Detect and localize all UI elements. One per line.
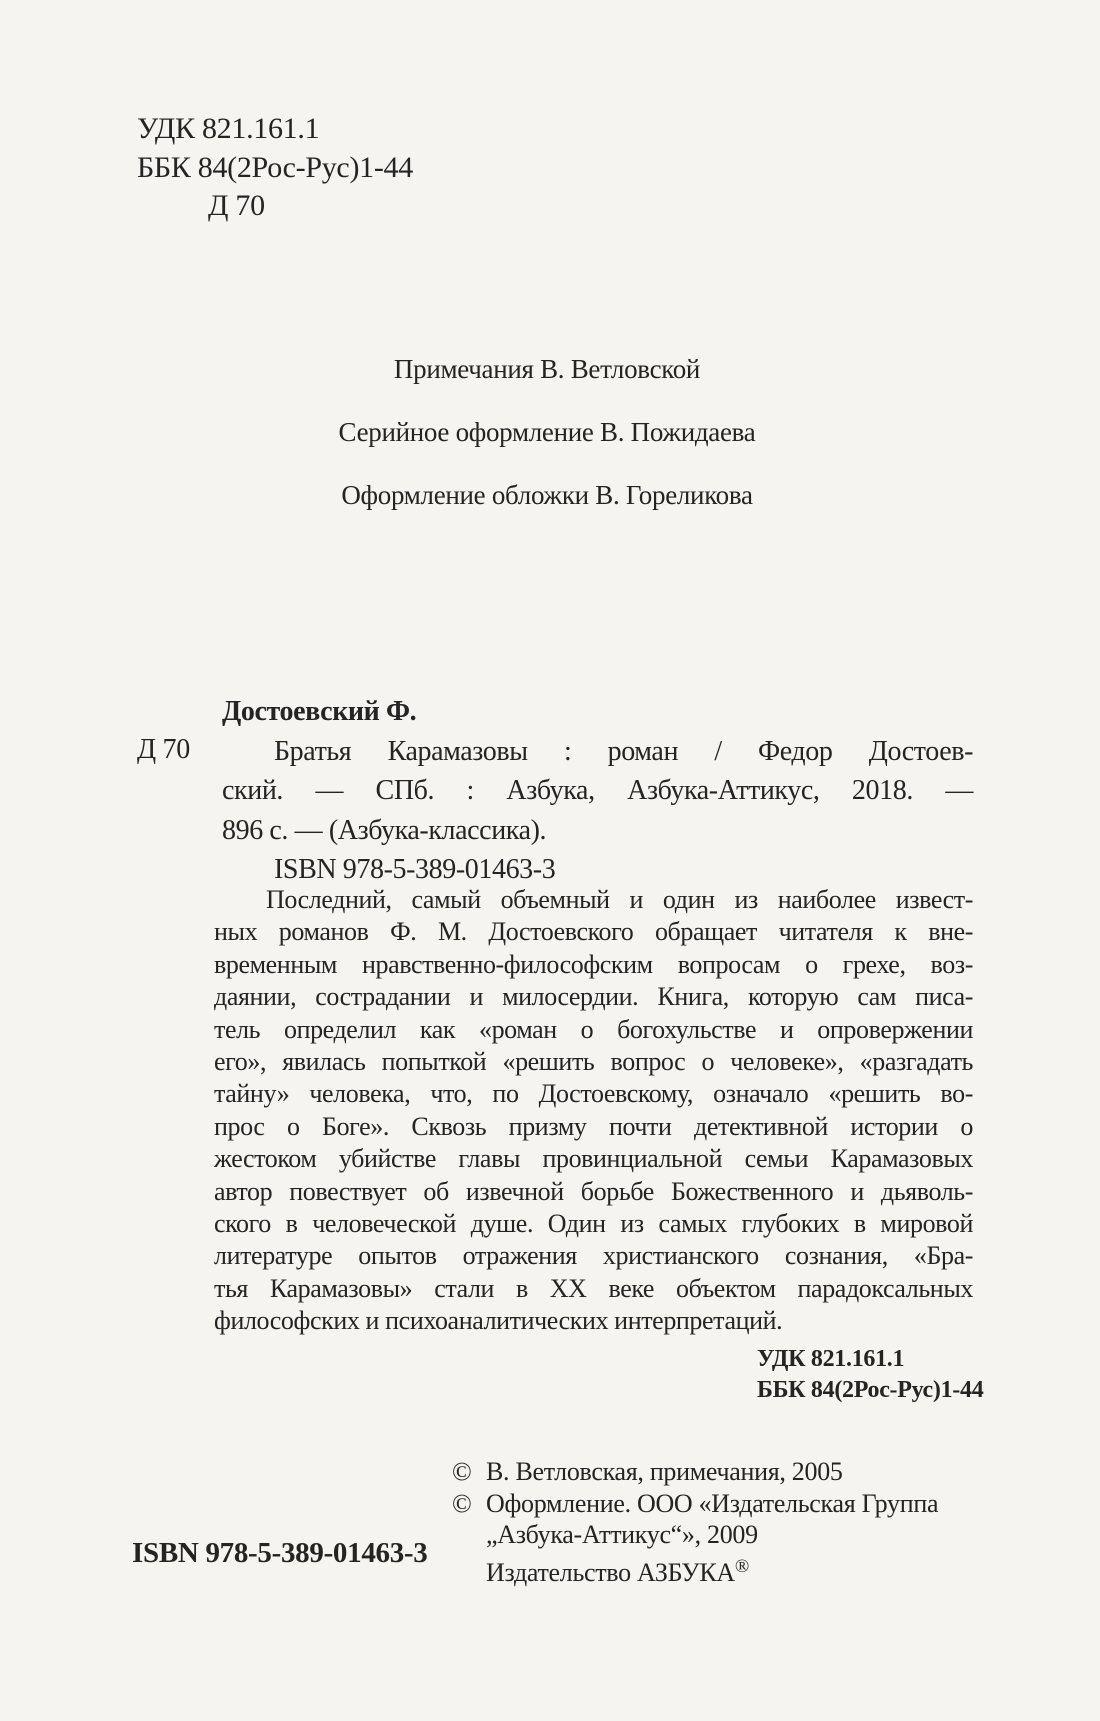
bottom-codes-block bbox=[757, 1344, 983, 1405]
annotation-line: тель определил как «роман о богохульстве и опровержении bbox=[214, 1014, 973, 1044]
bottom-isbn: ISBN 978-5-389-01463-3 bbox=[132, 1537, 428, 1569]
annotation-line: его», явилась попыткой «решить вопрос о человеке», «разгадать bbox=[214, 1047, 973, 1077]
publisher-text: Издательство АЗБУКА bbox=[486, 1557, 735, 1587]
copyright-line bbox=[452, 1519, 972, 1551]
credit-series-design: Серийное оформление В. Пожидаева bbox=[338, 417, 756, 447]
annotation-line: Последний, самый объемный и один из наиболее извест- bbox=[266, 885, 973, 914]
annotation-line: жестоком убийстве главы провинциальной семьи Карамазовых bbox=[214, 1144, 973, 1174]
bbk-code: ББК 84(2Рос-Рус)1-44 bbox=[137, 150, 413, 184]
annotation-line: литературе опытов отражения христианского сознания, «Бра- bbox=[214, 1241, 973, 1271]
catalog-isbn: ISBN 978-5-389-01463-3 bbox=[274, 854, 556, 885]
catalog-line: 896 с. — (Азбука-классика). bbox=[222, 814, 547, 846]
credit-cover-design: Оформление обложки В. Гореликова bbox=[341, 480, 753, 510]
copyright-text: „Азбука-Аттикус“», 2009 bbox=[486, 1520, 758, 1549]
annotation-line: философских и психоаналитических интерпретаций. bbox=[214, 1306, 783, 1336]
copyright-block bbox=[452, 1456, 972, 1588]
annotation-line: ных романов Ф. М. Достоевского обращает читателя к вне- bbox=[214, 917, 973, 947]
credits-block bbox=[118, 338, 976, 527]
copyright-symbol: © bbox=[452, 1457, 472, 1486]
bbk-code-bottom: ББК 84(2Рос-Рус)1-44 bbox=[757, 1376, 984, 1403]
annotation-line: даянии, сострадании и милосердии. Книга, которую сам писа- bbox=[214, 982, 973, 1012]
top-codes-block bbox=[137, 110, 413, 226]
annotation-line: временным нравственно-философским вопросам о грехе, воз- bbox=[214, 949, 973, 979]
annotation-line: тья Карамазовы» стали в XX веке объектом парадоксальных bbox=[214, 1273, 973, 1303]
annotation-line: прос о Боге». Сквозь призму почти детективной истории о bbox=[214, 1111, 973, 1141]
registered-trademark-symbol: ® bbox=[734, 1555, 750, 1577]
copyright-line bbox=[452, 1488, 972, 1520]
copyright-symbol: © bbox=[452, 1488, 472, 1518]
catalog-line: ский. — СПб. : Азбука, Азбука-Аттикус, 2018. — bbox=[222, 775, 973, 806]
catalog-line: Братья Карамазовы : роман / Федор Достоев- bbox=[274, 735, 973, 767]
copyright-line bbox=[452, 1456, 972, 1488]
copyright-text: Оформление. ООО «Издательская Группа bbox=[486, 1488, 939, 1518]
annotation-line: автор повествует об извечной борьбе Божественного и дьяволь- bbox=[214, 1176, 973, 1206]
catalog-margin-code: Д 70 bbox=[137, 734, 190, 765]
catalog-author-heading: Достоевский Ф. bbox=[222, 696, 417, 727]
annotation-line: тайну» человека, что, по Достоевскому, означало «решить во- bbox=[214, 1079, 973, 1109]
catalog-entry bbox=[222, 692, 973, 890]
udk-code: УДК 821.161.1 bbox=[137, 112, 320, 145]
udk-code-bottom: УДК 821.161.1 bbox=[757, 1346, 905, 1372]
credit-notes: Примечания В. Ветловской bbox=[393, 354, 701, 384]
author-code: Д 70 bbox=[208, 189, 265, 222]
annotation-paragraph bbox=[214, 884, 973, 1338]
copyright-text: В. Ветловская, примечания, 2005 bbox=[486, 1457, 843, 1486]
publisher-line bbox=[452, 1551, 972, 1589]
annotation-line: ского в человеческой душе. Один из самых глубоких в мировой bbox=[214, 1209, 973, 1239]
